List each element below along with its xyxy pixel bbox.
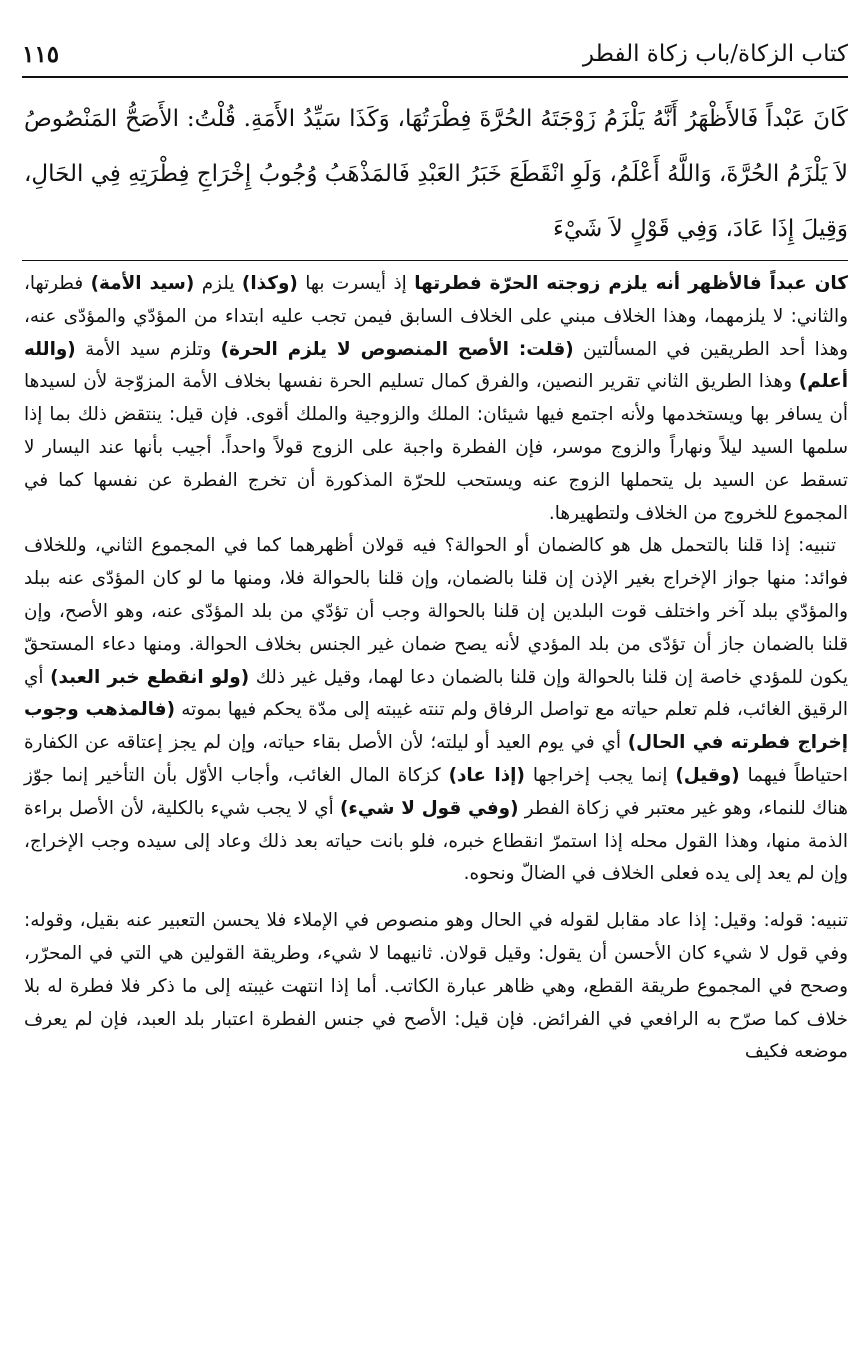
commentary-text: أي في يوم العيد أو ليلته؛ لأن الأصل بقاء حياته، وإن لم يجز إعتاقه عن الكفارة احتياطاً فيهما (24, 732, 848, 786)
commentary-quoted-matn: (وكذا) (241, 273, 298, 294)
commentary-quoted-matn: كان عبداً فالأظهر أنه يلزم زوجته الحرّة فطرتها (414, 273, 849, 294)
commentary-quoted-matn: (ولو انقطع خبر العبد) (50, 666, 250, 688)
commentary-text: أي لا يجب شيء بالكلية، لأن الأصل براءة الذمة منها، وهذا القول محله إذا استمرّ انقطاع خبره، فلو بانت حياته بعد ذلك وعاد إلى سيده وجب الإخراج، وإن لم يعد إلى يده فعلى الخلاف في الضالّ ونحوه. (24, 797, 848, 885)
commentary-quoted-matn: (إذا عاد) (448, 764, 525, 786)
commentary-quoted-matn: (وفي قول لا شيء) (339, 797, 519, 819)
commentary-paragraph-3 (24, 905, 848, 1069)
commentary-paragraph-1 (24, 268, 848, 530)
text-divider (22, 260, 848, 261)
paragraph-gap (24, 891, 848, 905)
commentary-text: وتلزم سيد الأمة (75, 338, 221, 360)
commentary-paragraph-2 (24, 530, 848, 891)
commentary-text: وهذا الطريق الثاني تقرير النصين، والفرق كمال تسليم الحرة نفسها بخلاف الأمة المزوّجة لأن لسيدها أن يسافر بها ويستخدمها ولأنه اجتمع فيها شيئان: الملك والزوجية والملك أقوى. فإن قيل: ينتقض ذلك بما إذا سلمها السيد ليلاً ونهاراً والزوج موسر، فإن الفطرة واجبة على الزوج قولاً واحداً. أجيب بأنها عند اليسار لا تسقط عن السيد بل يتحملها الزوج عنه ويستحب للحرّة المذكورة أن تخرج الفطرة عن نفسها كما في المجموع للخروج من الخلاف ولتطهيرها. (24, 371, 848, 524)
commentary-text: فطرتها، والثاني: لا يلزمهما، وهذا الخلاف مبني على الخلاف السابق فيمن تجب عليه ابتداء من المؤدّي والمؤدّى عنه، وهذا أحد الطريقين في المسألتين (24, 273, 848, 360)
commentary-text: إذ أيسرت بها (297, 273, 415, 294)
commentary-quoted-matn: (وقيل) (675, 764, 740, 786)
chapter-title: كتاب الزكاة/باب زكاة الفطر (582, 41, 848, 67)
page-number: ١١٥ (22, 40, 60, 68)
commentary-text: أي الرقيق الغائب، فلم تعلم حياته مع تواصل الرفاق ولم تنته غيبته إلى مدّة يحكم فيها بموته (24, 666, 849, 721)
commentary-quoted-matn: (سيد الأمة) (90, 273, 195, 294)
commentary-block (24, 268, 848, 1069)
commentary-quoted-matn: (قلت: الأصح المنصوص لا يلزم الحرة) (220, 338, 574, 360)
commentary-text: يلزم (194, 273, 242, 294)
main-text: كَانَ عَبْداً فَالأَظْهَرُ أَنَّهُ يَلْزَمُ زَوْجَتَهُ الحُرَّةَ فِطْرَتُهَا، وَكَذَا سَيِّدُ الأَمَةِ. قُلْتُ: الأَصَحُّ المَنْصُوصُ لاَ يَلْزَمُ الحُرَّةَ، وَاللَّهُ أَعْلَمُ، وَلَوِ انْقَطَعَ خَبَرُ العَبْدِ فَالمَذْهَبُ وُجُوبُ إِخْرَاجِ فِطْرَتِهِ فِي الحَالِ، وَقِيلَ إِذَا عَادَ، وَفِي قَوْلٍ لاَ شَيْءَ (24, 106, 848, 242)
commentary-text: إنما يجب إخراجها (524, 764, 676, 786)
commentary-text: تنبيه: إذا قلنا بالتحمل هل هو كالضمان أو الحوالة؟ فيه قولان أظهرهما كما في المجموع الثاني، وللخلاف فوائد: منها جواز الإخراج بغير الإذن إن قلنا بالضمان، وإن قلنا بالحوالة فلا، ومنها ما لو كان المؤدّى عنه ببلد والمؤدّي ببلد آخر واختلف قوت البلدين إن قلنا بالحوالة وجب أن تؤدّي من بلد المؤدّى عنه، وهو الأصح، وإن قلنا بالضمان جاز أن تؤدّى من بلد المؤدي لأنه يصح ضمان غير الجنس بخلاف الحوالة. ومنها دعاء المستحقّ يكون للمؤدي خاصة إن قلنا بالحوالة وإن قلنا بالضمان دعا لهما، وقيل غير ذلك (24, 535, 848, 688)
main-text-block (24, 92, 848, 257)
commentary-quoted-matn: (فالمذهب وجوب إخراج فطرته في الحال) (24, 699, 848, 754)
commentary-text: تنبيه: قوله: وقيل: إذا عاد مقابل لقوله في الحال وهو منصوص في الإملاء فلا يحسن التعبير عنه بقيل، وقوله: وفي قول لا شيء كان الأحسن أن يقول: وقيل قولان. ثانيهما لا شيء، وطريقة القولين هي التي في المحرّر، وصحح في المجموع طريقة القطع، وهي ظاهر عبارة الكاتب. أما إذا انتهت غيبته إلى ما ذكر فلا فطرة له بلا خلاف كما صرّح به الرافعي في الفرائض. فإن قيل: الأصح في جنس الفطرة اعتبار بلد العبد، فإن لم يعرف موضعه فكيف (24, 910, 848, 1063)
commentary-quoted-matn: (والله أعلم) (24, 338, 848, 393)
commentary-text: كزكاة المال الغائب، وأجاب الأوّل بأن التأخير إنما جوّز هناك للنماء، وهو غير معتبر في زكاة الفطر (24, 764, 848, 819)
running-header (22, 32, 848, 78)
